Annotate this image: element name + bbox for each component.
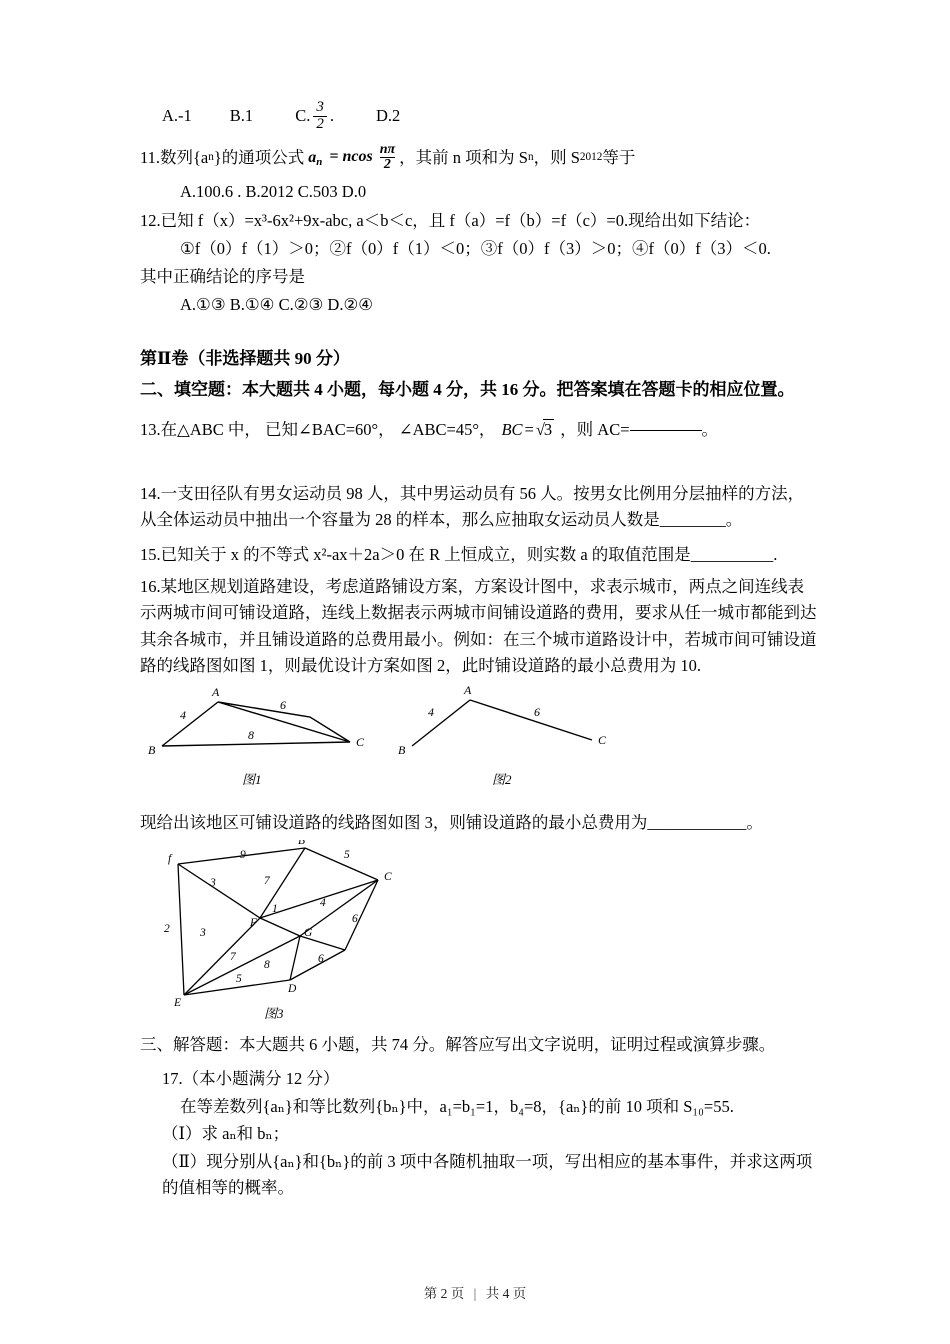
svg-text:B: B — [298, 839, 306, 847]
question-17-line1: 在等差数列{aₙ}和等比数列{bₙ}中，a₁=b₁=1，b₄=8，{aₙ}的前 10 项和 S₁₀=55. — [180, 1096, 734, 1116]
svg-text:5: 5 — [236, 972, 242, 985]
figure-3-svg — [140, 840, 480, 1026]
question-12-line2: ①f（0）f（1）＞0；②f（0）f（1）＜0；③f（0）f（3）＞0；④f（0）f（3）＜0. — [180, 239, 771, 258]
question-11-options: A.100.6 . B.2012 C.503 D.0 — [180, 181, 367, 201]
q10-option-a: A.-1 — [162, 106, 192, 126]
svg-text:6: 6 — [534, 704, 540, 719]
formula-fraction-num: nπ — [379, 141, 396, 157]
figure-1-caption: 图1 — [242, 771, 262, 787]
svg-text:C: C — [384, 870, 392, 883]
section-2-fill-instruction: 二、填空题：本大题共 4 小题，每小题 4 分，共 16 分。把答案填在答题卡的相应位置。 — [140, 380, 795, 400]
svg-text:9: 9 — [240, 848, 246, 861]
svg-text:7: 7 — [264, 874, 270, 887]
q11-stem-rest: ，其前 n 项和为 S — [399, 147, 528, 167]
svg-text:A: A — [212, 684, 220, 699]
footer-page-label: 第 2 页 — [423, 1286, 465, 1301]
svg-text:8: 8 — [264, 958, 270, 971]
fraction-numerator: 3 — [316, 99, 324, 115]
section-2-title: 第Ⅱ卷（非选择题共 90 分） — [140, 348, 350, 368]
q10-options-row — [140, 100, 820, 133]
q13-before: 13.在△ABC 中， 已知∠BAC=60°， ∠ABC=45°， — [140, 420, 496, 440]
question-11-stem — [140, 143, 820, 173]
q10-option-c-fraction — [313, 100, 327, 133]
figure-3-caption: 图3 — [264, 1005, 284, 1021]
q13-equals: = — [524, 420, 534, 440]
q13-after: ，则 AC= — [560, 420, 630, 440]
figure-3-wrap — [140, 840, 820, 1030]
formula-fraction — [380, 143, 395, 173]
q11-formula — [308, 143, 395, 173]
svg-text:D: D — [288, 982, 297, 995]
question-14: 14.一支田径队有男女运动员 98 人，其中男运动员有 56 人。按男女比例用分层抽样的方法，从全体运动员中抽出一个容量为 28 的样本，那么应抽取女运动员人数是________。 — [140, 483, 805, 530]
question-13 — [140, 417, 820, 443]
q10-option-c-label: C. — [295, 106, 311, 126]
svg-text:F: F — [250, 916, 258, 929]
formula-equals-ncos: = ncos — [329, 148, 373, 166]
footer-total-label: 共 4 页 — [485, 1286, 527, 1301]
question-16-body: 16.某地区规划道路建设，考虑道路铺设方案，方案设计图中，求表示城市，两点之间连线表示两城市间可铺设道路，连线上数据表示两城市间铺设道路的费用，要求从任一城市都能到达其余各城市，并且铺设道路的总费用最小。例如：在三个城市道路设计中，若城市间可铺设道路的线路图如图 1，则最优设计方案如图 2，此时铺设道路的最小总费用为 10. — [140, 576, 817, 676]
q13-sqrt-expression — [501, 417, 554, 443]
svg-text:4: 4 — [428, 704, 434, 719]
question-17-number: 17.（本小题满分 12 分） — [162, 1069, 340, 1089]
question-12-line3: 其中正确结论的序号是 — [140, 266, 305, 286]
q13-radicand: 3 — [543, 420, 553, 440]
question-12-line1: 12.已知 f（x）=x³-6x²+9x-abc, a＜b＜c，且 f（a）=f（b）=f（c）=0.现给出如下结论： — [140, 211, 761, 231]
svg-text:5: 5 — [344, 848, 350, 861]
q13-end: 。 — [701, 420, 719, 440]
question-15: 15.已知关于 x 的不等式 x²-ax＋2a＞0 在 R 上恒成立，则实数 a 的取值范围是__________. — [140, 544, 778, 564]
q11-stem-after: }的通项公式 — [213, 147, 305, 167]
formula-a-sub: n — [316, 155, 323, 168]
svg-text:C: C — [356, 734, 365, 749]
svg-text:E: E — [174, 996, 182, 1009]
q11-sn-sub: n — [527, 151, 534, 163]
svg-text:4: 4 — [180, 707, 186, 722]
svg-text:4: 4 — [320, 896, 326, 909]
svg-text:3: 3 — [200, 926, 206, 939]
document-body — [140, 100, 820, 1202]
q10-option-b: B.1 — [229, 106, 254, 126]
svg-text:6: 6 — [318, 952, 324, 965]
svg-text:3: 3 — [210, 876, 216, 889]
svg-text:G: G — [304, 926, 313, 939]
q11-stem-rest-tail: ，则 S — [533, 147, 580, 167]
svg-text:1: 1 — [272, 902, 278, 915]
question-17-line3: （Ⅱ）现分别从{aₙ}和{bₙ}的前 3 项中各随机抽取一项，写出相应的基本事件，并求这两项的值相等的概率。 — [162, 1151, 813, 1198]
figures-1-2-svg — [140, 684, 780, 804]
figure-1 — [148, 685, 365, 787]
formula-fraction-den: 2 — [380, 157, 395, 173]
section-3-title: 三、解答题：本大题共 6 小题，共 74 分。解答应写出文字说明，证明过程或演算步骤。 — [140, 1034, 776, 1054]
figure-1-and-2-row — [140, 684, 820, 804]
q11-stem-before: 11.数列{a — [140, 147, 209, 167]
q13-answer-blank — [630, 430, 702, 431]
page-footer — [0, 1282, 950, 1302]
q11-stem-sub: n — [208, 151, 214, 163]
q10-option-c-tail: . — [329, 106, 334, 126]
radical-sign: √ — [535, 420, 545, 440]
fraction-denominator: 2 — [313, 116, 327, 133]
svg-text:B: B — [398, 742, 406, 757]
svg-text:2: 2 — [164, 922, 170, 935]
footer-separator: | — [473, 1286, 477, 1301]
question-17-line2: （Ⅰ）求 aₙ和 bₙ； — [162, 1124, 290, 1144]
svg-text:6: 6 — [352, 912, 358, 925]
svg-text:7: 7 — [230, 950, 236, 963]
formula-a: a — [308, 148, 317, 166]
svg-text:f: f — [168, 852, 172, 865]
q11-s2012-sub: 2012 — [579, 151, 603, 163]
svg-text:C: C — [598, 732, 607, 747]
question-16-tail: 现给出该地区可铺设道路的线路图如图 3，则铺设道路的最小总费用为____________。 — [140, 812, 763, 832]
figure-2 — [398, 684, 607, 787]
q13-bc: BC — [501, 420, 523, 440]
svg-text:A: A — [464, 683, 472, 697]
svg-text:6: 6 — [280, 697, 286, 712]
question-12-options: A.①③ B.①④ C.②③ D.②④ — [180, 295, 374, 315]
svg-text:B: B — [148, 742, 156, 757]
svg-text:8: 8 — [248, 727, 254, 742]
q11-stem-rest-tail2: 等于 — [602, 147, 636, 167]
q10-option-d: D.2 — [375, 106, 401, 126]
figure-2-caption: 图2 — [492, 771, 512, 787]
